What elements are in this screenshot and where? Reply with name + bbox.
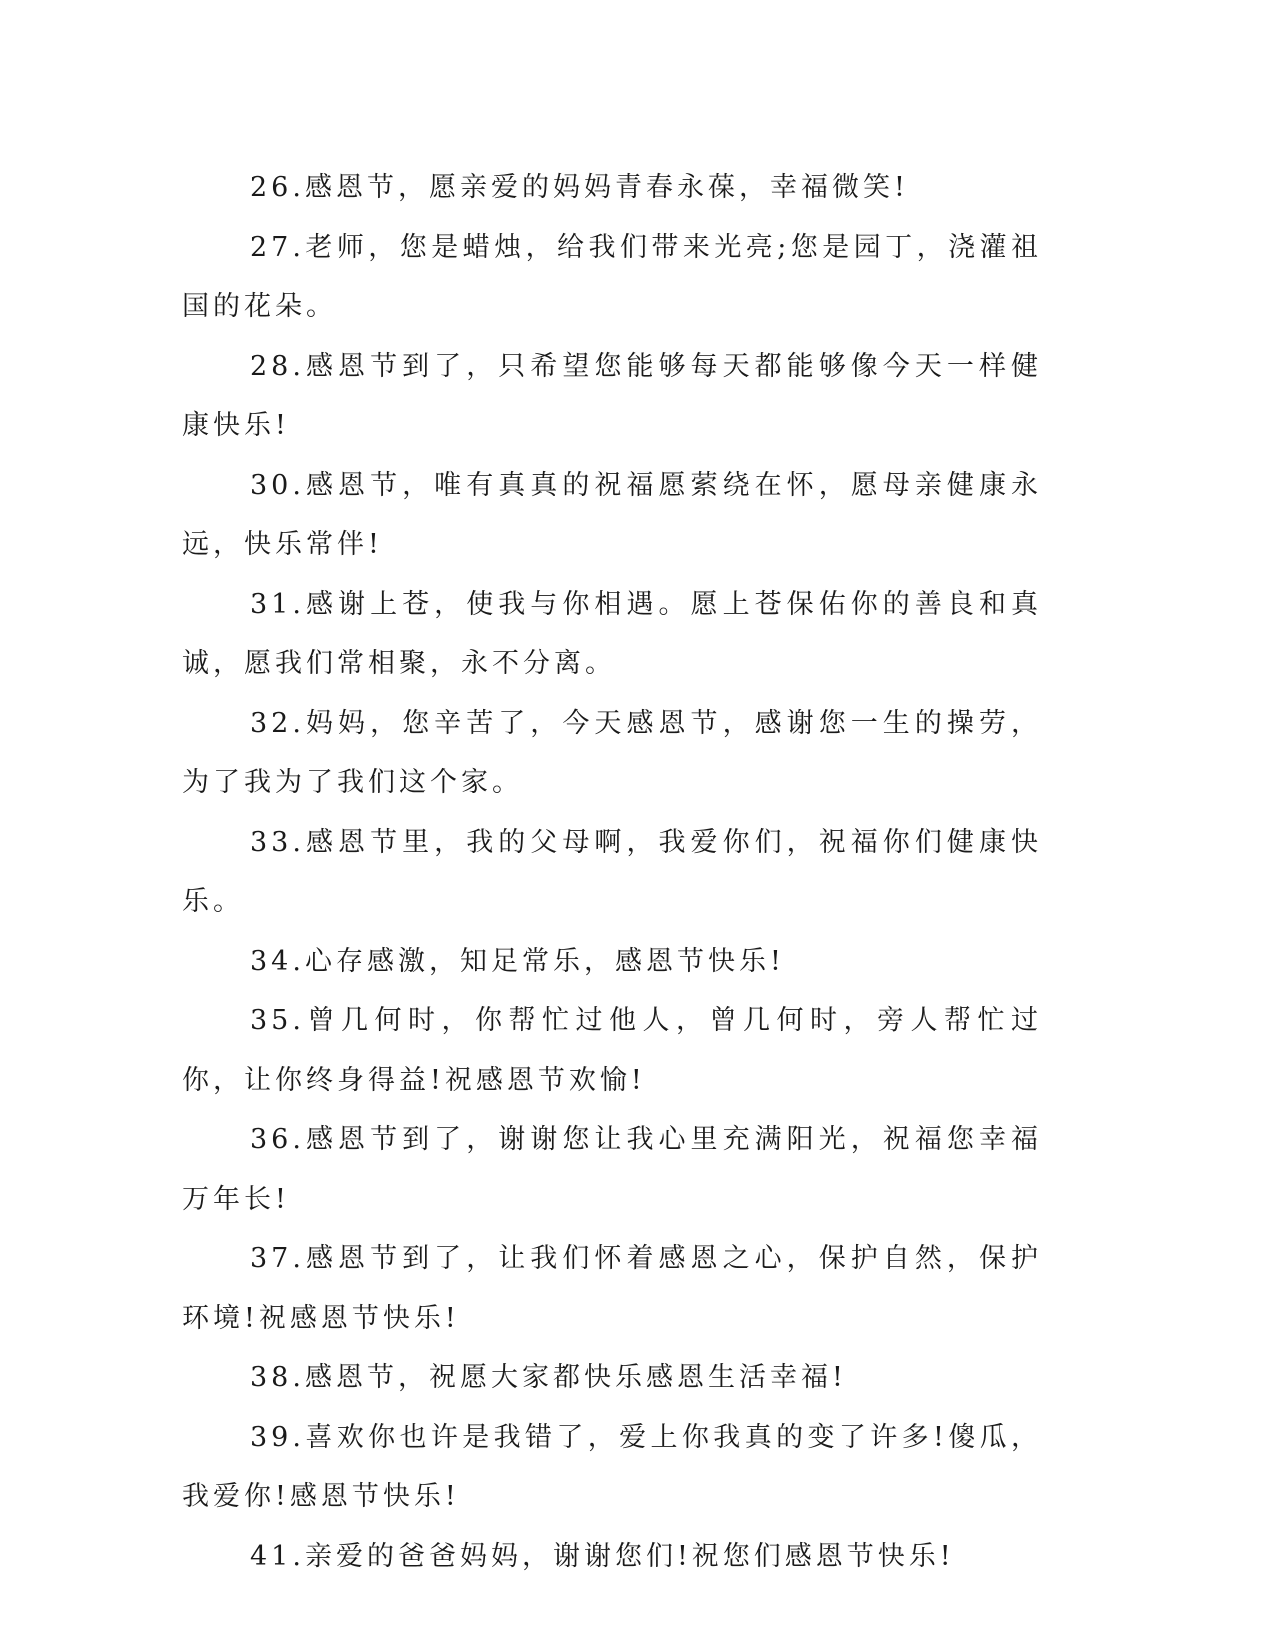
paragraph-39: 39.喜欢你也许是我错了，爱上你我真的变了许多!傻瓜，我爱你!感恩节快乐! <box>182 1421 1042 1512</box>
paragraph-31: 31.感谢上苍，使我与你相遇。愿上苍保佑你的善良和真诚，愿我们常相聚，永不分离。 <box>182 588 1042 679</box>
document-body <box>182 158 1042 1586</box>
paragraph-36: 36.感恩节到了，谢谢您让我心里充满阳光，祝福您幸福万年长! <box>182 1124 1042 1215</box>
paragraph-26: 26.感恩节，愿亲爱的妈妈青春永葆，幸福微笑! <box>250 172 909 203</box>
paragraph-41: 41.亲爱的爸爸妈妈，谢谢您们!祝您们感恩节快乐! <box>250 1540 955 1572</box>
paragraph-34: 34.心存感激，知足常乐，感恩节快乐! <box>250 945 785 977</box>
paragraph-32: 32.妈妈，您辛苦了，今天感恩节，感谢您一生的操劳，为了我为了我们这个家。 <box>182 707 1042 798</box>
paragraph-35: 35.曾几何时，你帮忙过他人，曾几何时，旁人帮忙过你，让你终身得益!祝感恩节欢愉! <box>182 1005 1042 1096</box>
paragraph-27: 27.老师，您是蜡烛，给我们带来光亮;您是园丁，浇灌祖国的花朵。 <box>182 231 1042 322</box>
paragraph-38: 38.感恩节，祝愿大家都快乐感恩生活幸福! <box>250 1362 847 1393</box>
paragraph-37: 37.感恩节到了，让我们怀着感恩之心，保护自然，保护环境!祝感恩节快乐! <box>182 1243 1042 1334</box>
paragraph-28: 28.感恩节到了，只希望您能够每天都能够像今天一样健康快乐! <box>182 350 1042 441</box>
paragraph-33: 33.感恩节里，我的父母啊，我爱你们，祝福你们健康快乐。 <box>182 826 1042 917</box>
paragraph-30: 30.感恩节，唯有真真的祝福愿萦绕在怀，愿母亲健康永远，快乐常伴! <box>182 469 1042 560</box>
